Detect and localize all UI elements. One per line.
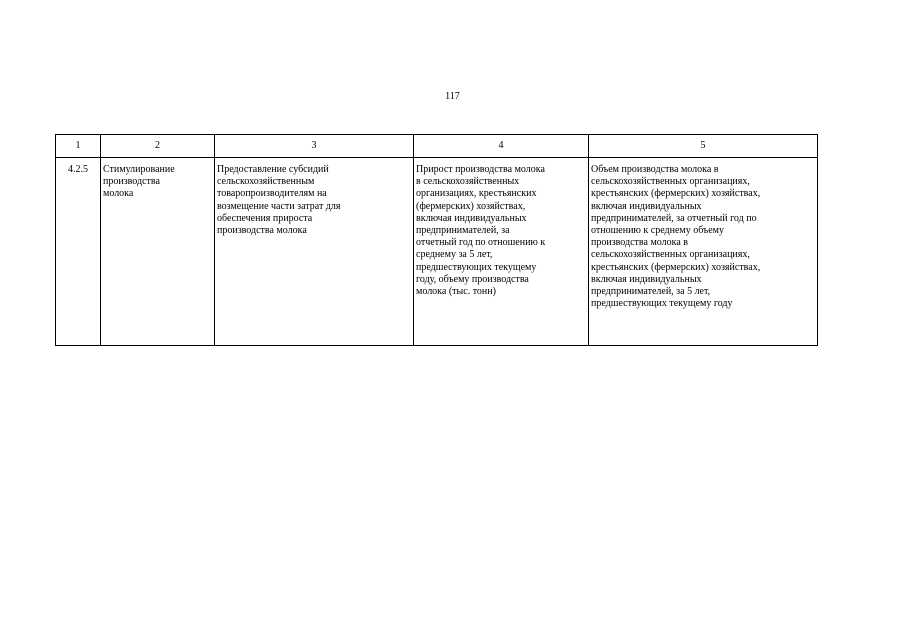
row-method: Объем производства молока в сельскохозяйственных организациях, крестьянских (фермерских) хозяйствах, включая индивидуальных предпринимателей, за отчетный год по отношению к среднему объему производства молока в сельскохозяйственных организациях, крестьянских (фермерских) хозяйствах, включая индивидуальных предпринимателей, за 5 лет, предшествующих текущему году xyxy=(591,164,761,310)
row-description: Предоставление субсидий сельскохозяйственным товаропроизводителям на возмещение части затрат для обеспечения прироста производства молока xyxy=(217,164,341,237)
table-header-row xyxy=(56,135,818,158)
row-method-cell xyxy=(589,158,818,346)
column-header-2: 2 xyxy=(101,135,215,158)
column-header-4: 4 xyxy=(414,135,589,158)
column-header-3: 3 xyxy=(215,135,414,158)
column-header-5: 5 xyxy=(589,135,818,158)
program-table xyxy=(55,134,818,346)
row-description-cell xyxy=(215,158,414,346)
row-name-cell xyxy=(101,158,215,346)
row-name: Стимулирование производства молока xyxy=(103,164,175,200)
row-code: 4.2.5 xyxy=(68,164,88,175)
row-indicator-cell xyxy=(414,158,589,346)
row-indicator: Прирост производства молока в сельскохозяйственных организациях, крестьянских (фермерских) хозяйствах, включая индивидуальных предпринимателей, за отчетный год по отношению к среднему за 5 лет, предшествующих текущему году, объему производства молока (тыс. тонн) xyxy=(416,164,546,298)
row-code-cell xyxy=(56,158,101,346)
table-row xyxy=(56,158,818,346)
column-header-1: 1 xyxy=(56,135,101,158)
page-number: 117 xyxy=(445,91,460,102)
